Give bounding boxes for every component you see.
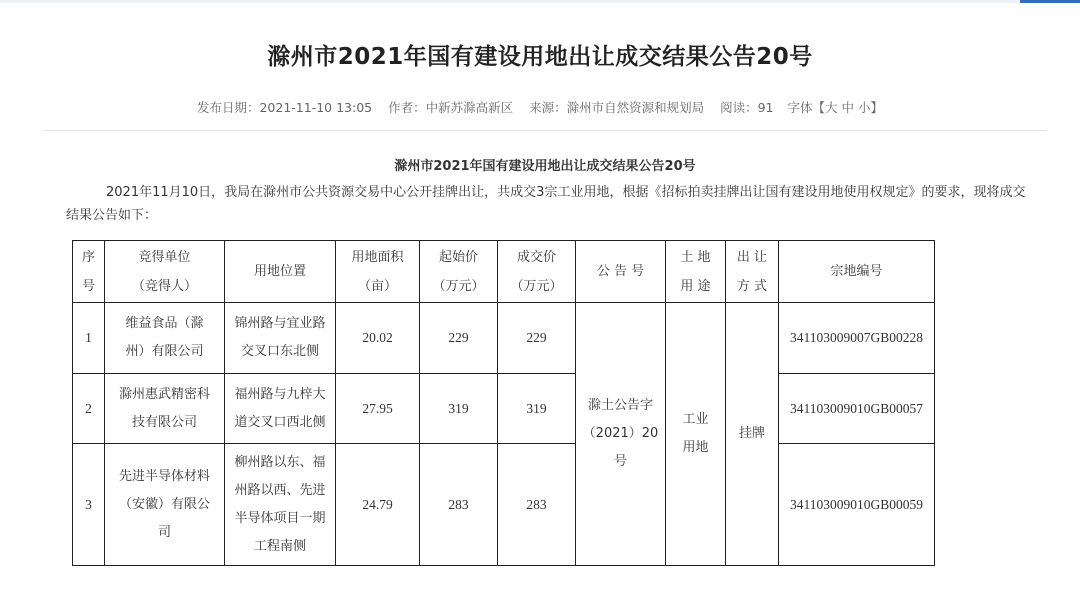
notice-line: （2021）20 bbox=[582, 426, 659, 441]
cell-land-use-merged bbox=[666, 303, 726, 566]
header-deal-a: 成交价 bbox=[516, 249, 556, 265]
cell-location-line: 锦州路与宜业路 bbox=[234, 316, 326, 331]
intro-paragraph: 2021年11月10日，我局在滁州市公共资源交易中心公开挂牌出让，共成交3宗工业用地，根据《招标拍卖挂牌出让国有建设用地使用权规定》的要求，现将成交结果公告如下： bbox=[66, 185, 1026, 223]
header-area-a: 用地面积 bbox=[351, 249, 404, 265]
header-method-b: 方 式 bbox=[736, 278, 768, 294]
header-method bbox=[726, 241, 779, 303]
font-size-medium-button[interactable]: 中 bbox=[841, 100, 855, 115]
font-size-large-button[interactable]: 大 bbox=[825, 100, 838, 115]
header-area-b: （亩） bbox=[357, 278, 397, 294]
header-start-a: 起始价 bbox=[438, 249, 478, 265]
header-seq-a: 序 bbox=[81, 249, 95, 265]
cell-deal-price: 283 bbox=[498, 444, 576, 566]
header-land-use bbox=[666, 241, 726, 303]
header-use-a: 土 地 bbox=[680, 249, 711, 265]
header-seq bbox=[73, 241, 105, 303]
cell-location bbox=[225, 374, 336, 444]
header-start-b: （万元） bbox=[432, 278, 485, 294]
cell-deal-price: 229 bbox=[498, 303, 576, 374]
cell-location-line: 工程南侧 bbox=[253, 538, 306, 554]
header-seq-b: 号 bbox=[81, 278, 95, 294]
cell-parcel: 341103009007GB00228 bbox=[779, 303, 935, 374]
header-deal-b: （万元） bbox=[510, 278, 563, 294]
font-size-label: 字体【 bbox=[787, 100, 825, 115]
header-area bbox=[336, 241, 420, 303]
results-table bbox=[72, 240, 935, 566]
cell-start-price: 283 bbox=[420, 444, 498, 566]
cell-seq: 1 bbox=[73, 303, 105, 374]
notice-line: 滁土公告字 bbox=[587, 398, 653, 413]
table-row bbox=[73, 374, 935, 444]
font-size-small-button[interactable]: 小 bbox=[858, 100, 871, 115]
top-border-accent bbox=[1020, 0, 1080, 3]
header-deal-price bbox=[498, 241, 576, 303]
publish-date: 发布日期：2021-11-10 13:05 bbox=[196, 100, 373, 115]
cell-location-line: 州路以西、先进 bbox=[234, 482, 326, 498]
cell-unit bbox=[105, 303, 225, 374]
cell-parcel: 341103009010GB00057 bbox=[779, 374, 935, 444]
cell-location-line: 道交叉口西北侧 bbox=[234, 414, 326, 430]
header-unit-a: 竞得单位 bbox=[138, 249, 191, 265]
header-unit bbox=[105, 241, 225, 303]
cell-area: 20.02 bbox=[336, 303, 420, 374]
read-count: 阅读：91 bbox=[720, 100, 774, 115]
meta-divider bbox=[44, 130, 1046, 131]
cell-location-line: 福州路与九梓大 bbox=[234, 386, 326, 402]
cell-unit-line: 维益食品（滁 bbox=[125, 316, 204, 331]
font-size-close: 】 bbox=[870, 100, 884, 115]
cell-method-merged: 挂牌 bbox=[726, 303, 779, 566]
cell-notice-merged bbox=[576, 303, 666, 566]
article-meta bbox=[0, 98, 1080, 116]
table-header-row bbox=[73, 241, 935, 303]
header-method-a: 出 让 bbox=[736, 249, 768, 265]
table-row bbox=[73, 444, 935, 566]
top-border bbox=[0, 0, 1080, 3]
cell-location-line: 交叉口东北侧 bbox=[240, 344, 319, 359]
cell-unit-line: 滁州惠武精密科 bbox=[118, 386, 210, 402]
cell-unit-line: （安徽）有限公 bbox=[118, 496, 210, 512]
header-parcel: 宗地编号 bbox=[779, 241, 935, 303]
land-use-line: 工业 bbox=[682, 412, 709, 427]
cell-parcel: 341103009010GB00059 bbox=[779, 444, 935, 566]
cell-area: 24.79 bbox=[336, 444, 420, 566]
table-row bbox=[73, 303, 935, 374]
source: 来源：滁州市自然资源和规划局 bbox=[529, 100, 705, 115]
cell-location-line: 半导体项目一期 bbox=[234, 510, 326, 526]
land-use-line: 用地 bbox=[682, 440, 709, 455]
cell-location bbox=[225, 303, 336, 374]
cell-unit-line: 州）有限公司 bbox=[125, 344, 204, 359]
header-notice: 公 告 号 bbox=[576, 241, 666, 303]
header-use-b: 用 途 bbox=[680, 278, 711, 294]
cell-area: 27.95 bbox=[336, 374, 420, 444]
author: 作者：中新苏滁高新区 bbox=[388, 100, 514, 115]
cell-seq: 3 bbox=[73, 444, 105, 566]
cell-unit-line: 先进半导体材料 bbox=[118, 468, 210, 484]
cell-unit-line: 技有限公司 bbox=[131, 414, 197, 430]
cell-location bbox=[225, 444, 336, 566]
notice-line: 号 bbox=[613, 454, 627, 469]
cell-unit bbox=[105, 374, 225, 444]
font-size-control bbox=[787, 100, 883, 115]
header-location: 用地位置 bbox=[225, 241, 336, 303]
cell-start-price: 319 bbox=[420, 374, 498, 444]
content-subtitle: 滁州市2021年国有建设用地出让成交结果公告20号 bbox=[394, 159, 696, 174]
cell-unit-line: 司 bbox=[157, 524, 171, 540]
cell-start-price: 229 bbox=[420, 303, 498, 374]
cell-seq: 2 bbox=[73, 374, 105, 444]
cell-deal-price: 319 bbox=[498, 374, 576, 444]
cell-unit bbox=[105, 444, 225, 566]
cell-location-line: 柳州路以东、福 bbox=[234, 454, 326, 470]
header-start-price bbox=[420, 241, 498, 303]
page-title: 滁州市2021年国有建设用地出让成交结果公告20号 bbox=[267, 44, 813, 70]
header-unit-b: （竞得人） bbox=[131, 278, 197, 294]
